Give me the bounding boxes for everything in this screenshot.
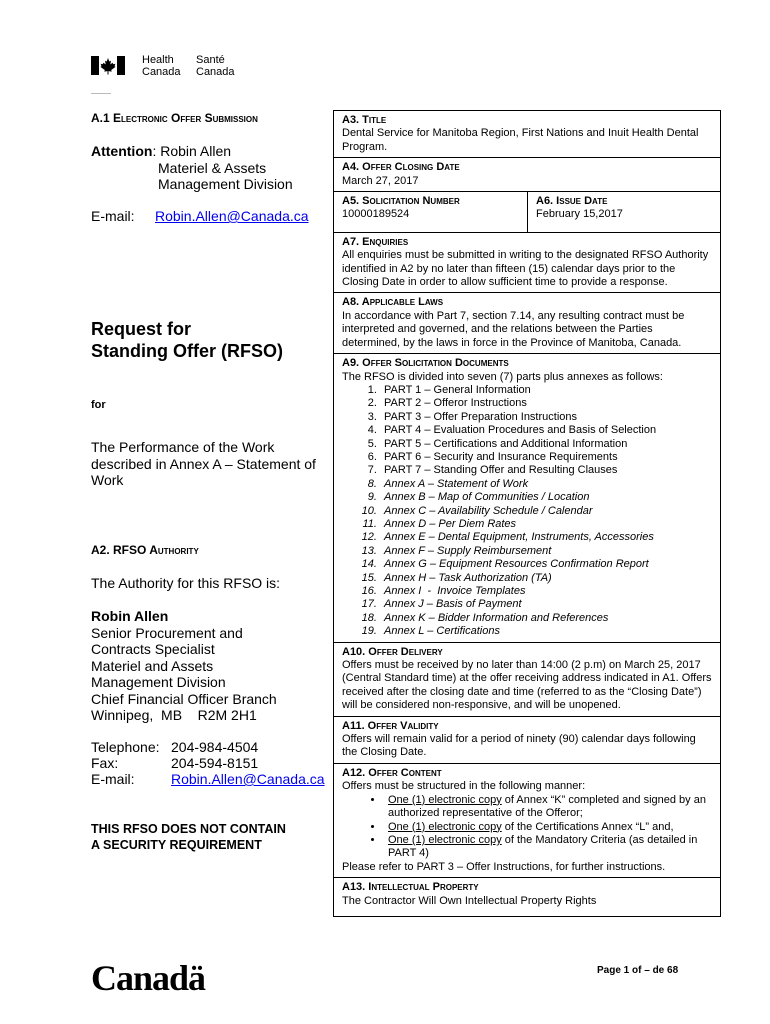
canada-en-text: Canada xyxy=(142,66,181,78)
health-fr-text: Santé xyxy=(196,54,225,66)
health-en-text: Health xyxy=(142,54,174,66)
a6-cell xyxy=(528,192,720,232)
a12-b1-rest: of Annex “K” completed and signed by an authorized representative of the Offeror; xyxy=(388,793,706,820)
a13-text: The Contractor Will Own Intellectual Property Rights xyxy=(342,894,597,907)
a10-label: A10. Offer Delivery xyxy=(342,645,443,658)
a8-text: In accordance with Part 7, section 7.14, any resulting contract must be interpreted and governed, and the relations between the Parties determined, by the laws in force in the Province of Manitoba, Canada. xyxy=(342,309,685,349)
a3-text: Dental Service for Manitoba Region, First Nations and Inuit Health Dental Program. xyxy=(342,127,699,153)
a7-text: All enquiries must be submitted in writing to the designated RFSO Authority identified in A2 by no later than fifteen (15) calendar days prior to the Closing Date in order to allow sufficient time to provide a response. xyxy=(342,249,709,289)
list-item: 8. Annex A – Statement of Work xyxy=(380,478,713,491)
a9-cell xyxy=(334,354,720,643)
a13-label: A13. Intellectual Property xyxy=(342,881,479,894)
a7-cell xyxy=(334,233,720,294)
a5-cell xyxy=(334,192,528,232)
header-divider xyxy=(91,93,111,94)
list-item: 11. Annex D – Per Diem Rates xyxy=(380,518,713,531)
list-item: 6. PART 6 – Security and Insurance Requirements xyxy=(380,451,713,464)
authority-line: Materiel and Assets xyxy=(91,657,214,674)
attention-name: Robin Allen xyxy=(160,143,232,159)
rfso-info-table xyxy=(333,110,721,917)
authority-intro: The Authority for this RFSO is: xyxy=(91,575,281,591)
canada-flag-icon xyxy=(91,56,125,75)
a4-cell xyxy=(334,158,720,192)
a11-cell xyxy=(334,717,720,764)
rfso-title xyxy=(91,318,283,362)
list-item: 18. Annex K – Bidder Information and References xyxy=(380,612,713,625)
list-item: 16. Annex I - Invoice Templates xyxy=(380,585,713,598)
security-line1: THIS RFSO DOES NOT CONTAIN xyxy=(91,822,286,836)
list-item: 4. PART 4 – Evaluation Procedures and Basis of Selection xyxy=(380,424,713,437)
work-line2: described in Annex A – Statement of xyxy=(91,455,316,472)
email2-label: E-mail: xyxy=(91,771,135,787)
list-item: 9. Annex B – Map of Communities / Location xyxy=(380,491,713,504)
a12-intro: Offers must be structured in the following manner: xyxy=(342,780,586,793)
a2-heading: A2. RFSO Authority xyxy=(91,543,199,557)
a10-text: Offers must be received by no later than 14:00 (2 p.m) on March 25, 2017 (Central Standard time) at the offer receiving address indicated in A1. Offers received after the closing date and time (referred to as the “Closing Date”) will be considered non-responsive, and will be unopened. xyxy=(342,659,712,712)
a12-b3-link: One (1) electronic copy xyxy=(388,833,502,846)
list-item: 10. Annex C – Availability Schedule / Calendar xyxy=(380,505,713,518)
a9-document-list xyxy=(342,384,713,639)
a8-cell xyxy=(334,293,720,354)
list-item: 14. Annex G – Equipment Resources Confirmation Report xyxy=(380,558,713,571)
email-link[interactable]: Robin.Allen@Canada.ca xyxy=(155,208,309,224)
a5-label: A5. Solicitation Number xyxy=(342,195,460,208)
attention-line2: Materiel & Assets xyxy=(158,159,267,176)
for-label: for xyxy=(91,399,106,411)
list-item: 5. PART 5 – Certifications and Additional Information xyxy=(380,438,713,451)
a1-heading: A.1 Electronic Offer Submission xyxy=(91,111,258,125)
list-item: 13. Annex F – Supply Reimbursement xyxy=(380,545,713,558)
email2-link[interactable]: Robin.Allen@Canada.ca xyxy=(171,771,325,787)
attention-block: Attention: Robin Allen Materiel & Assets Management Division xyxy=(91,143,321,193)
authority-line: Winnipeg, MB R2M 2H1 xyxy=(91,707,257,723)
a9-label: A9. Offer Solicitation Documents xyxy=(342,357,509,370)
a6-label: A6. Issue Date xyxy=(536,195,608,208)
work-line1: The Performance of the Work xyxy=(91,439,275,455)
a4-text: March 27, 2017 xyxy=(342,174,419,187)
authority-line: Contracts Specialist xyxy=(91,641,215,657)
list-item: 17. Annex J – Basis of Payment xyxy=(380,598,713,611)
a7-label: A7. Enquiries xyxy=(342,235,409,248)
a12-b2-link: One (1) electronic copy xyxy=(388,820,502,833)
authority-line: Chief Financial Officer Branch xyxy=(91,690,277,707)
attention-label: Attention xyxy=(91,143,153,159)
list-item xyxy=(384,821,713,834)
a12-b1-link: One (1) electronic copy xyxy=(388,793,502,806)
rfso-title-line1: Request for xyxy=(91,319,192,339)
security-notice xyxy=(91,821,286,853)
a4-label: A4. Offer Closing Date xyxy=(342,161,460,174)
email-label: E-mail: xyxy=(91,208,135,224)
list-item: 15. Annex H – Task Authorization (TA) xyxy=(380,572,713,585)
telephone-value: 204-984-4504 xyxy=(171,739,259,755)
rfso-title-line2: Standing Offer (RFSO) xyxy=(91,341,283,361)
telephone-label: Telephone: xyxy=(91,739,160,755)
a9-intro: The RFSO is divided into seven (7) parts plus annexes as follows: xyxy=(342,370,663,383)
canada-wordmark: Canadä xyxy=(91,958,206,998)
a11-label: A11. Offer Validity xyxy=(342,719,439,732)
a12-cell xyxy=(334,764,720,878)
sante-canada-fr xyxy=(196,54,235,78)
authority-block xyxy=(91,608,331,724)
list-item xyxy=(384,794,713,821)
list-item xyxy=(384,834,713,861)
attention-line3: Management Division xyxy=(158,176,293,192)
a12-b2-rest: of the Certifications Annex “L” and, xyxy=(501,820,674,833)
health-canada-en xyxy=(142,54,181,78)
page-number: Page 1 of – de 68 xyxy=(597,965,679,976)
list-item: 19. Annex L – Certifications xyxy=(380,625,713,638)
a5-text: 10000189524 xyxy=(342,208,410,221)
fax-label: Fax: xyxy=(91,755,119,771)
a13-cell xyxy=(334,878,720,916)
a12-b3-rest: of the Mandatory Criteria (as detailed in PART 4) xyxy=(388,833,698,860)
a3-label: A3. Title xyxy=(342,114,387,126)
work-description xyxy=(91,439,331,489)
list-item: 12. Annex E – Dental Equipment, Instruments, Accessories xyxy=(380,531,713,544)
a12-label: A12. Offer Content xyxy=(342,766,442,779)
a8-label: A8. Applicable Laws xyxy=(342,296,444,309)
a5-a6-row xyxy=(334,192,720,233)
a10-cell xyxy=(334,643,720,717)
a12-content-list xyxy=(342,794,713,861)
list-item: 3. PART 3 – Offer Preparation Instructions xyxy=(380,411,713,424)
authority-line: Senior Procurement and xyxy=(91,624,243,641)
fax-value: 204-594-8151 xyxy=(171,755,259,771)
authority-name: Robin Allen xyxy=(91,608,169,624)
canada-fr-text: Canada xyxy=(196,66,235,78)
a6-text: February 15,2017 xyxy=(536,208,623,221)
security-line2: A SECURITY REQUIREMENT xyxy=(91,838,262,852)
list-item: 7. PART 7 – Standing Offer and Resulting Clauses xyxy=(380,464,713,477)
authority-line: Management Division xyxy=(91,674,226,690)
list-item: 2. PART 2 – Offeror Instructions xyxy=(380,397,713,410)
a12-outro: Please refer to PART 3 – Offer Instructions, for further instructions. xyxy=(342,860,666,873)
a11-text: Offers will remain valid for a period of ninety (90) calendar days following the Closing Date. xyxy=(342,733,696,759)
work-line3: Work xyxy=(91,472,124,488)
list-item: 1. PART 1 – General Information xyxy=(380,384,713,397)
a3-cell xyxy=(334,111,720,158)
